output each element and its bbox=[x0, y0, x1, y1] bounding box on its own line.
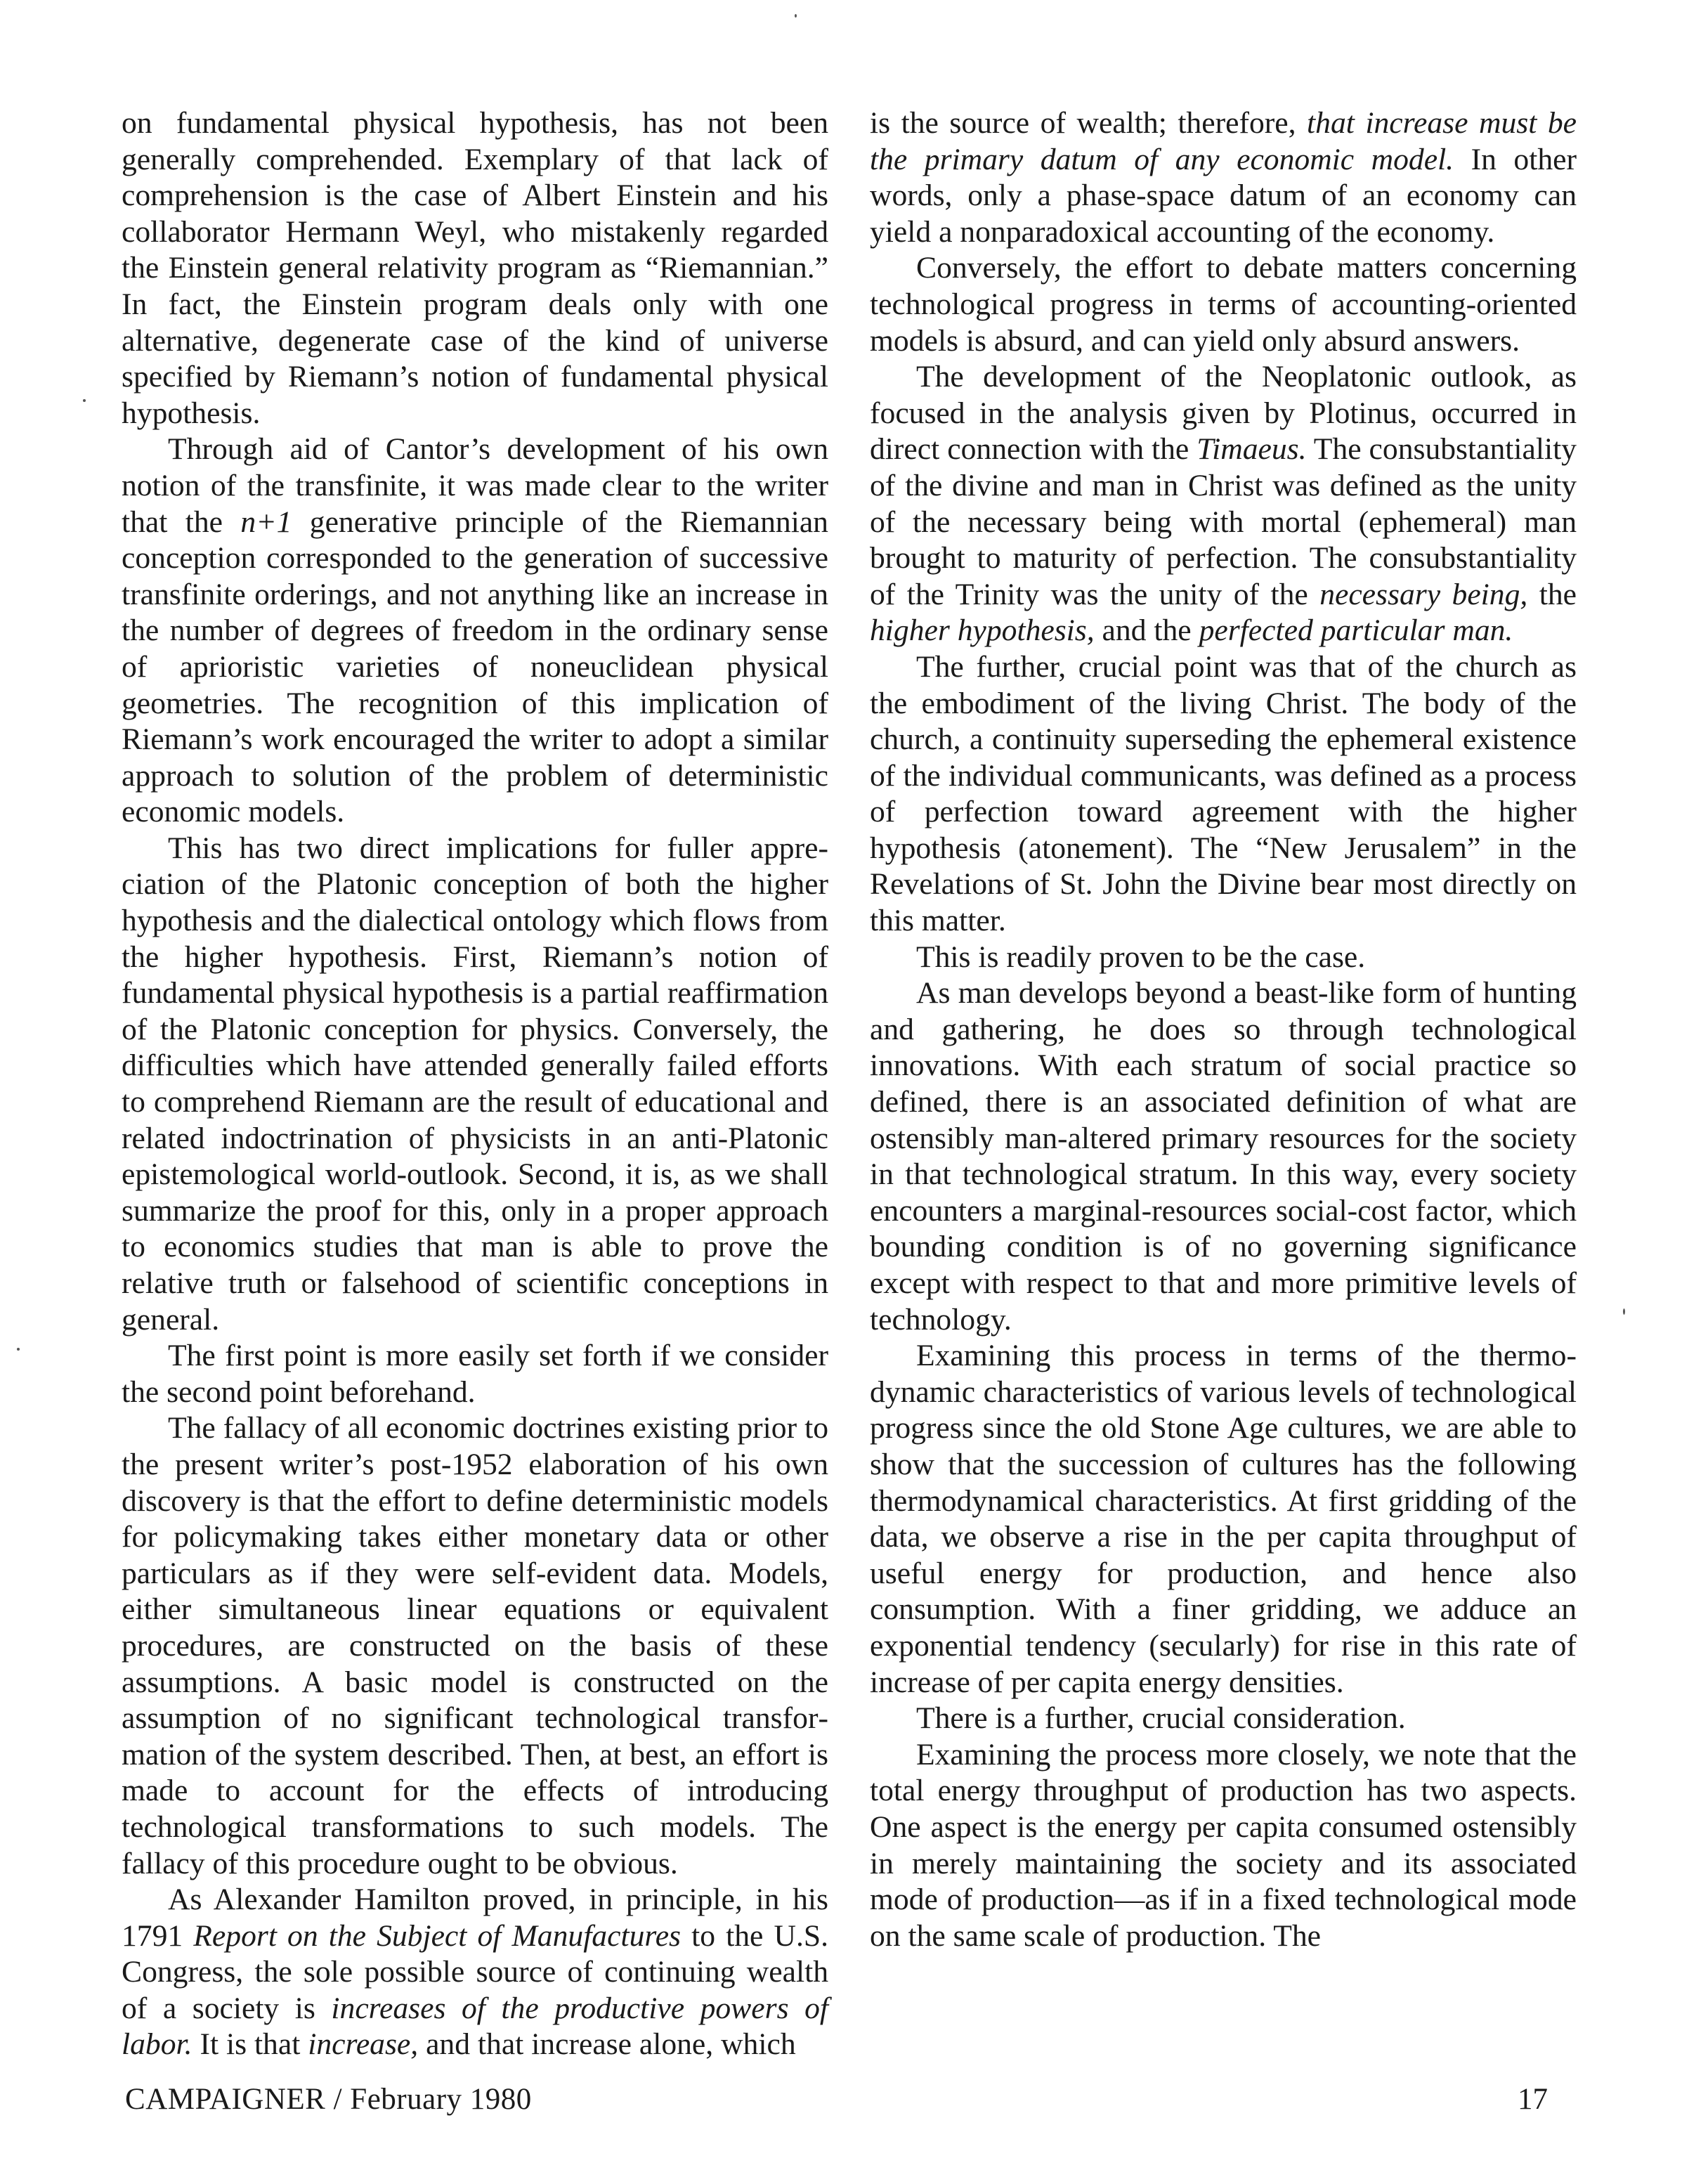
page-number: 17 bbox=[1518, 2083, 1548, 2116]
paragraph bbox=[870, 359, 1577, 649]
italic-emphasis: perfected particular man. bbox=[1199, 613, 1513, 648]
paragraph bbox=[122, 431, 828, 831]
italic-emphasis: that increase must be the primary datum of any economic model. bbox=[870, 106, 1577, 176]
scan-speck bbox=[795, 14, 797, 18]
math-expression: n+1 bbox=[240, 505, 292, 539]
paragraph: The first point is more easily set forth if we consider the second point beforehand. bbox=[122, 1339, 828, 1409]
italic-emphasis: higher hypothesis, bbox=[870, 613, 1095, 648]
paragraph bbox=[122, 1882, 828, 2063]
text-run: generative principle of the Riemannian conception corresponded to the generation of successive transfinite orderings, and not anything like an increase in the number of degrees of freedom in the ordinary sense of aprioristic varieties of noneuclidean physical geometries. The recognition of this implication of Riemann’s work encouraged the writer to adopt a similar approach to solution of the problem of deterministic economic models. bbox=[122, 505, 828, 829]
scan-speck bbox=[17, 1348, 20, 1351]
text-run: It is that bbox=[192, 2027, 308, 2062]
paragraph bbox=[870, 105, 1577, 250]
text-run: As Alexander Hamilton proved, in principle, in his 1791 bbox=[122, 1883, 828, 1953]
right-text-column bbox=[870, 105, 1577, 1954]
scan-speck bbox=[83, 399, 86, 402]
paragraph: As man develops beyond a beast-like form of hunting and gathering, he does so through technological innovations. With each stratum of social practice so defined, there is an associated definition of what are ostensibly man-altered primary resources for the society in that technological stratum. In this way, every society encounters a marginal-resources social-cost factor, which bounding condition is of no governing significance except with respect to that and more primitive levels of technology. bbox=[870, 976, 1577, 1337]
paragraph: Examining this process in terms of the thermodynamic characteristics of various levels of technological progress since the old Stone Age cultures, we are able to show that the succession of cultures has the following thermodynamical characteristics. At first gridding of the data, we observe a rise in the per capita throughput of useful energy for production, and hence also consumption. With a finer gridding, we adduce an exponential tendency (secularly) for rise in this rate of increase of per capita energy densities. bbox=[870, 1339, 1577, 1699]
left-text-column bbox=[122, 105, 828, 2063]
paragraph: This is readily proven to be the case. bbox=[916, 940, 1366, 974]
text-run: is the source of wealth; therefore, bbox=[870, 106, 1308, 140]
text-run: and that increase alone, which bbox=[418, 2027, 796, 2062]
scan-speck bbox=[1623, 1308, 1625, 1315]
text-run: In other words, only a phase-space datum of an economy can yield a nonparadoxical accounting of the economy. bbox=[870, 142, 1577, 249]
paragraph: This has two direct implications for fuller appreciation of the Platonic conception of both the higher hypothesis and the dialectical ontology which flows from the higher hypothesis. First, Riemann’s notion of fundamental physical hypothesis is a partial reaffirmation of the Platonic conception for physics. Conversely, the difficulties which have attended generally failed efforts to comprehend Riemann are the result of educational and related indoctrination of physicists in an anti-Platonic epistemological world-outlook. Second, it is, as we shall summarize the proof for this, only in a proper approach to economics studies that man is able to prove the relative truth or falsehood of scientific conceptions in general. bbox=[122, 831, 828, 1337]
paragraph: There is a further, crucial consideration. bbox=[916, 1701, 1406, 1736]
text-run: to the U.S. Congress, the sole possible source of continuing wealth of a society is bbox=[122, 1918, 829, 2025]
italic-emphasis: necessary being, bbox=[1319, 577, 1528, 611]
text-run: The development of the Neoplatonic outlook, as focused in the analysis given by Plotinus, occurred in direct connection with the bbox=[870, 360, 1577, 467]
paragraph: The further, crucial point was that of the church as the embodiment of the living Christ. The body of the church, a continuity superseding the ephemeral existence of the individual communicants, was defined as a process of perfection toward agreement with the higher hypothesis (atonement). The “New Jerusalem” in the Revelations of St. John the Divine bear most directly on this matter. bbox=[870, 649, 1577, 938]
text-run: and the bbox=[1094, 613, 1199, 648]
italic-title: Report on the Subject of Manufactures bbox=[193, 1918, 682, 1953]
italic-emphasis: increase, bbox=[308, 2027, 419, 2062]
text-run: The consubstantiality of the divine and man in Christ was defined as the unity of the necessary being with mortal (ephemeral) man brought to maturity of perfection. The consubstantiality of the Trinity was the unity of the bbox=[870, 432, 1577, 611]
text-run: the bbox=[1527, 577, 1577, 611]
text-run: Through aid of Cantor’s development of his own notion of the transfinite, it was made clear to the writer that the bbox=[122, 432, 828, 539]
paragraph: Examining the process more closely, we note that the total energy throughput of production has two aspects. One aspect is the energy per capita consumed ostensibly in merely maintaining the society and its associated mode of production—as if in a fixed technological mode on the same scale of production. The bbox=[870, 1737, 1577, 1953]
italic-title: Timaeus. bbox=[1197, 432, 1307, 467]
italic-emphasis: increases of the productive powers of labor. bbox=[122, 1991, 828, 2062]
publication-footer: CAMPAIGNER / February 1980 bbox=[125, 2083, 532, 2116]
paragraph: on fundamental physical hypothesis, has not been generally comprehended. Exemplary of that lack of comprehension is the case of Albert Einstein and his collaborator Hermann Weyl, who mistakenly regarded the Einstein general relativity program as “Riemannian.” In fact, the Einstein program deals only with one alternative, degenerate case of the kind of universe specified by Riemann’s notion of fundamental physical hypothesis. bbox=[122, 106, 828, 430]
paragraph: Conversely, the effort to debate matters concerning technological progress in terms of accounting-oriented models is absurd, and can yield only absurd answers. bbox=[870, 251, 1577, 358]
paragraph: The fallacy of all economic doctrines existing prior to the present writer’s post-1952 elaboration of his own discovery is that the effort to define deterministic models for policymaking takes either monetary data or other particulars as if they were self-evident data. Models, either simultaneous linear equations or equivalent procedures, are constructed on the basis of these assumptions. A basic model is constructed on the assumption of no significant technological transformation of the system described. Then, at best, an effort is made to account for the effects of introducing technological transformations to such models. The fallacy of this procedure ought to be obvious. bbox=[122, 1411, 828, 1880]
